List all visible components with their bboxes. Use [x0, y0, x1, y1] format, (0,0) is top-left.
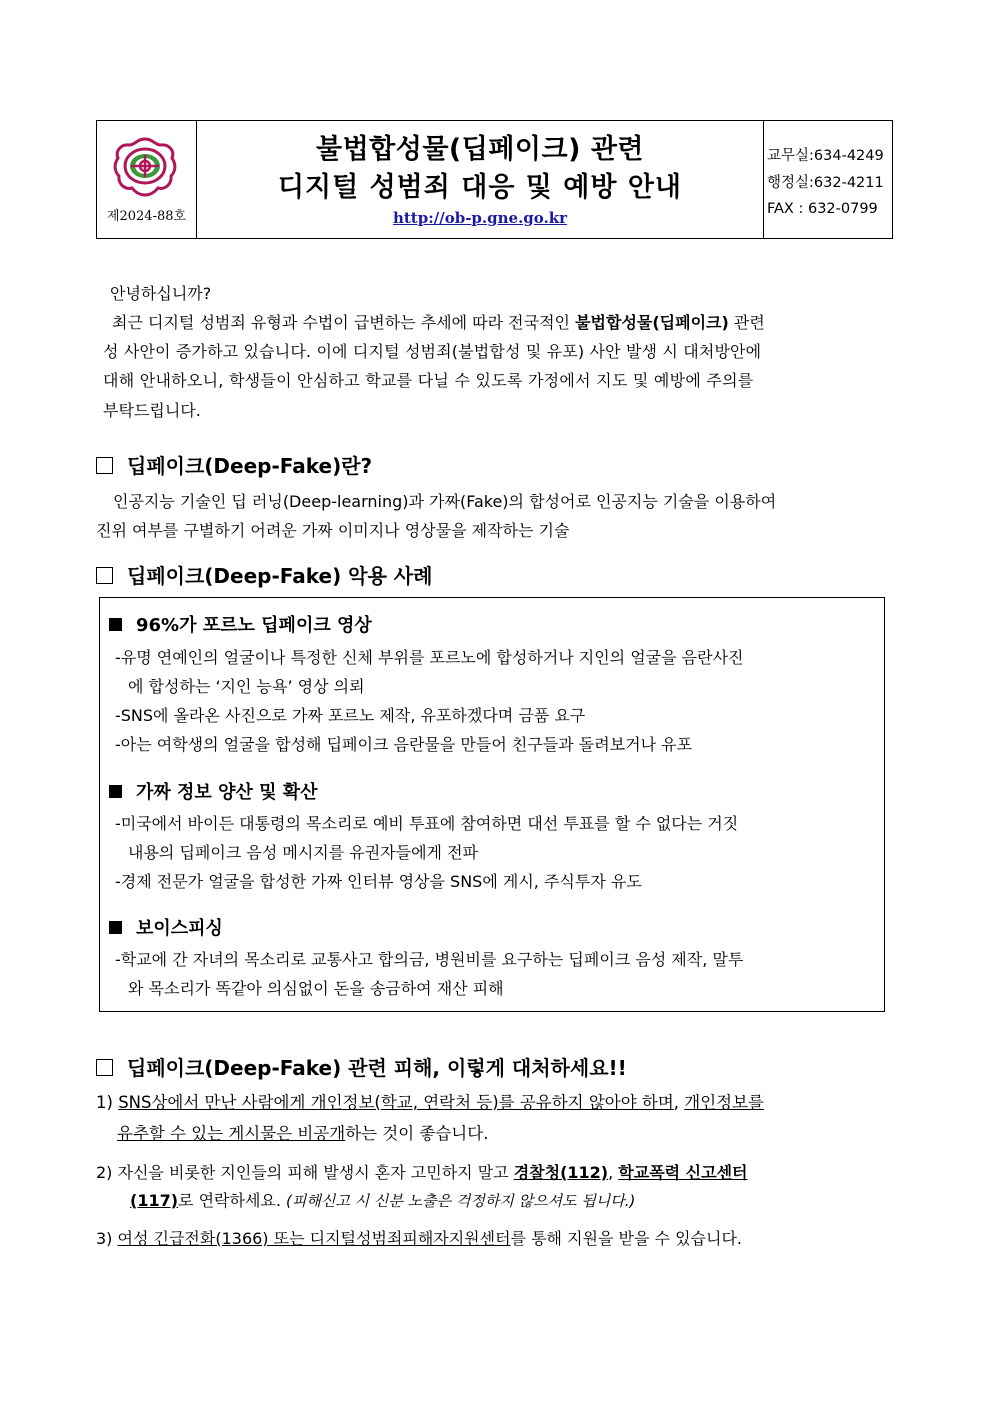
header-logo-cell: [97, 121, 197, 238]
definition-line-1: 인공지능 기술인 딥 러닝(Deep-learning)과 가짜(Fake)의 합성어로 인공지능 기술을 이용하여: [113, 492, 777, 511]
intro-text: 최근 디지털 성범죄 유형과 수법이 급변하는 추세에 따라 전국적인: [112, 313, 576, 332]
action-item-2: [96, 1160, 898, 1183]
item-text: 를 통해 지원을 받을 수 있습니다.: [510, 1229, 743, 1248]
action-item-3: [96, 1226, 898, 1249]
separator: ,: [608, 1163, 619, 1182]
case-title-text: 가짜 정보 양산 및 확산: [136, 782, 318, 803]
underlined-text: SNS상에서 만난 사람에게 개인정보(학교, 연락처 등)를 공유하지 않아야 하며: [118, 1093, 674, 1112]
case-line: -SNS에 올라온 사진으로 가짜 포르노 제작, 유포하겠다며 금품 요구: [115, 706, 586, 725]
underlined-text: 유추할 수 있는 게시물은 비공개: [117, 1124, 346, 1143]
police-contact: 경찰청(112): [513, 1163, 609, 1182]
contact-admin-office: 행정실:632-4211: [767, 174, 884, 191]
report-number: (117): [130, 1191, 179, 1210]
school-violence-center: 학교폭력 신고센터: [618, 1163, 748, 1182]
case-title-text: 96%가 포르노 딥페이크 영상: [136, 615, 372, 636]
item-note: (피해신고 시 신분 노출은 걱정하지 않으셔도 됩니다.): [286, 1192, 636, 1210]
section-heading-response: [96, 1052, 627, 1081]
item-text: 하는 것이 좋습니다.: [345, 1124, 489, 1143]
item-text: 로 연락하세요.: [178, 1191, 287, 1210]
item-number: 1): [96, 1093, 113, 1112]
greeting: 안녕하십니까?: [110, 284, 212, 303]
header-title-cell: [197, 121, 763, 238]
intro-bold-term: 불법합성물(딥페이크): [575, 313, 729, 332]
item-number: 3): [96, 1229, 113, 1248]
case-line: 에 합성하는 ‘지인 능욕’ 영상 의뢰: [128, 677, 365, 696]
case-line: -유명 연예인의 얼굴이나 특정한 신체 부위를 포르노에 합성하거나 지인의 얼굴을 음란사진: [115, 648, 744, 667]
checkbox-square-icon: [96, 567, 113, 584]
contact-fax: FAX : 632-0799: [767, 201, 878, 217]
filled-square-icon: [109, 921, 122, 934]
section-heading-text: 딥페이크(Deep-Fake)란?: [127, 454, 373, 478]
case-line: -학교에 간 자녀의 목소리로 교통사고 합의금, 병원비를 요구하는 딥페이크 음성 제작, 말투: [115, 950, 744, 969]
title-line-2: 디지털 성범죄 대응 및 예방 안내: [277, 172, 683, 203]
definition-line-2: 진위 여부를 구별하기 어려운 가짜 이미지나 영상물을 제작하는 기술: [96, 521, 570, 540]
case-group-title: [109, 914, 223, 940]
filled-square-icon: [109, 618, 122, 631]
issue-number: 제2024-88호: [106, 209, 187, 224]
case-title-text: 보이스피싱: [136, 918, 223, 939]
item-number: 2): [96, 1163, 113, 1182]
checkbox-square-icon: [96, 1059, 113, 1076]
case-group-title: [109, 778, 318, 804]
intro-text: 관련: [728, 313, 765, 332]
header-contacts-cell: [763, 121, 892, 238]
title-line-1: 불법합성물(딥페이크) 관련: [316, 134, 644, 165]
header-box: [96, 120, 893, 239]
case-line: -경제 전문가 얼굴을 합성한 가짜 인터뷰 영상을 SNS에 게시, 주식투자 유도: [115, 872, 642, 891]
filled-square-icon: [109, 785, 122, 798]
action-item-2-cont: [130, 1188, 932, 1211]
checkbox-square-icon: [96, 457, 113, 474]
underlined-text: 개인정보를: [684, 1093, 764, 1112]
school-logo-icon: [109, 135, 181, 197]
case-line: -아는 여학생의 얼굴을 합성해 딥페이크 음란물을 만들어 친구들과 돌려보거나 유포: [115, 735, 693, 754]
underlined-text: 여성 긴급전화(1366) 또는 디지털성범죄피해자지원센터: [117, 1229, 511, 1248]
case-line: 와 목소리가 똑같아 의심없이 돈을 송금하여 재산 피해: [128, 979, 504, 998]
intro-line-2: 성 사안이 증가하고 있습니다. 이에 디지털 성범죄(불법합성 및 유포) 사안 발생 시 대처방안에: [103, 342, 762, 361]
case-group-title: [109, 611, 372, 637]
section-heading-text: 딥페이크(Deep-Fake) 관련 피해, 이렇게 대처하세요!!: [127, 1056, 627, 1080]
case-line: -미국에서 바이든 대통령의 목소리로 예비 투표에 참여하면 대선 투표를 할 수 없다는 거짓: [115, 814, 739, 833]
school-website-link[interactable]: http://ob-p.gne.go.kr: [392, 209, 568, 227]
intro-line-1: [112, 308, 888, 337]
intro-line-4: 부탁드립니다.: [103, 401, 201, 420]
section-heading-text: 딥페이크(Deep-Fake) 악용 사례: [127, 564, 433, 588]
misuse-cases-box: [99, 597, 885, 1012]
separator: ,: [673, 1093, 685, 1112]
case-line: 내용의 딥페이크 음성 메시지를 유권자들에게 전파: [128, 843, 479, 862]
action-item-1: [96, 1089, 898, 1113]
action-item-1-cont: [117, 1120, 919, 1144]
contact-teachers-office: 교무실:634-4249: [767, 148, 884, 164]
intro-line-3: 대해 안내하오니, 학생들이 안심하고 학교를 다닐 수 있도록 가정에서 지도 및 예방에 주의를: [103, 371, 754, 390]
section-heading-misuse: [96, 560, 432, 589]
item-text: 자신을 비롯한 지인들의 피해 발생시 혼자 고민하지 말고: [117, 1163, 514, 1182]
section-heading-definition: [96, 450, 372, 479]
